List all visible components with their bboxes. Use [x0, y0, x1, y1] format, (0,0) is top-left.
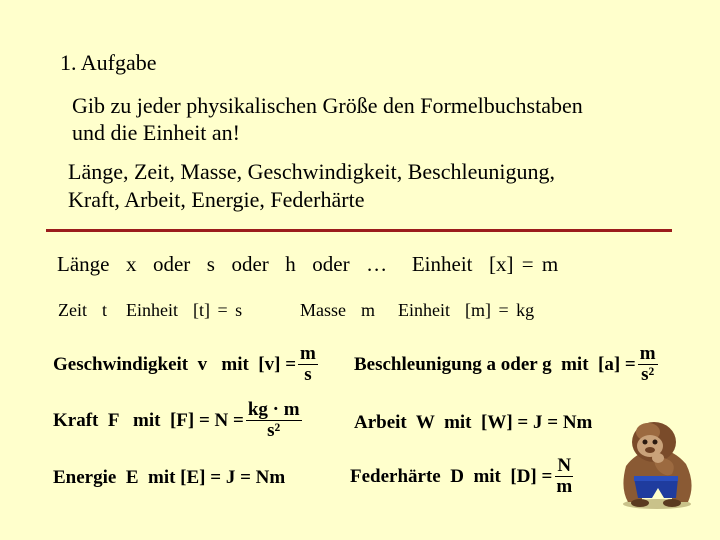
fraction-geschwindigkeit [298, 344, 318, 385]
instruction-line-1: Gib zu jeder physikalischen Größe den Formelbuchstaben [72, 93, 583, 118]
answer-zeit: Zeit t [58, 300, 107, 320]
quantities-line-1: Länge, Zeit, Masse, Geschwindigkeit, Beschleunigung, [68, 159, 555, 184]
task-instruction [72, 92, 672, 146]
answer-laenge: Länge x oder s oder h oder … Einheit [x] = m [57, 252, 559, 276]
answer-masse: Masse m [300, 300, 375, 320]
fraction-numerator: N [557, 455, 572, 476]
fraction-federhaerte [554, 456, 574, 497]
gorilla-mascot-icon [612, 418, 702, 510]
fraction-numerator: m [639, 343, 656, 364]
fraction-denominator: s [304, 364, 312, 385]
answer-zeit-einheit: Einheit [t] = s [126, 300, 243, 320]
answer-masse-einheit: Einheit [m] = kg [398, 300, 535, 320]
formula-beschleunigung [354, 344, 660, 385]
fraction-kraft [246, 400, 302, 441]
fraction-denominator: s² [641, 364, 655, 385]
formula-geschwindigkeit-text: Geschwindigkeit v mit [v] = [53, 353, 297, 375]
quantities-list [68, 158, 688, 214]
formula-federhaerte-text: Federhärte D mit [D] = [350, 465, 553, 487]
fraction-denominator: s² [267, 420, 281, 441]
fraction-beschleunigung [638, 344, 658, 385]
task-title: 1. Aufgabe [60, 50, 157, 75]
formula-beschleunigung-text: Beschleunigung a oder g mit [a] = [354, 353, 636, 375]
fraction-numerator: m [300, 343, 316, 364]
formula-energie: Energie E mit [E] = J = Nm [53, 467, 286, 488]
formula-arbeit: Arbeit W mit [W] = J = Nm [354, 412, 593, 433]
instruction-line-2: und die Einheit an! [72, 120, 241, 145]
formula-federhaerte [350, 456, 576, 497]
fraction-numerator: kg · m [247, 399, 300, 420]
formula-kraft-text: Kraft F mit [F] = N = [53, 409, 244, 431]
divider [46, 229, 672, 232]
formula-kraft [53, 400, 304, 441]
quantities-line-2: Kraft, Arbeit, Energie, Federhärte [68, 187, 365, 212]
formula-geschwindigkeit [53, 344, 320, 385]
fraction-denominator: m [556, 476, 573, 497]
